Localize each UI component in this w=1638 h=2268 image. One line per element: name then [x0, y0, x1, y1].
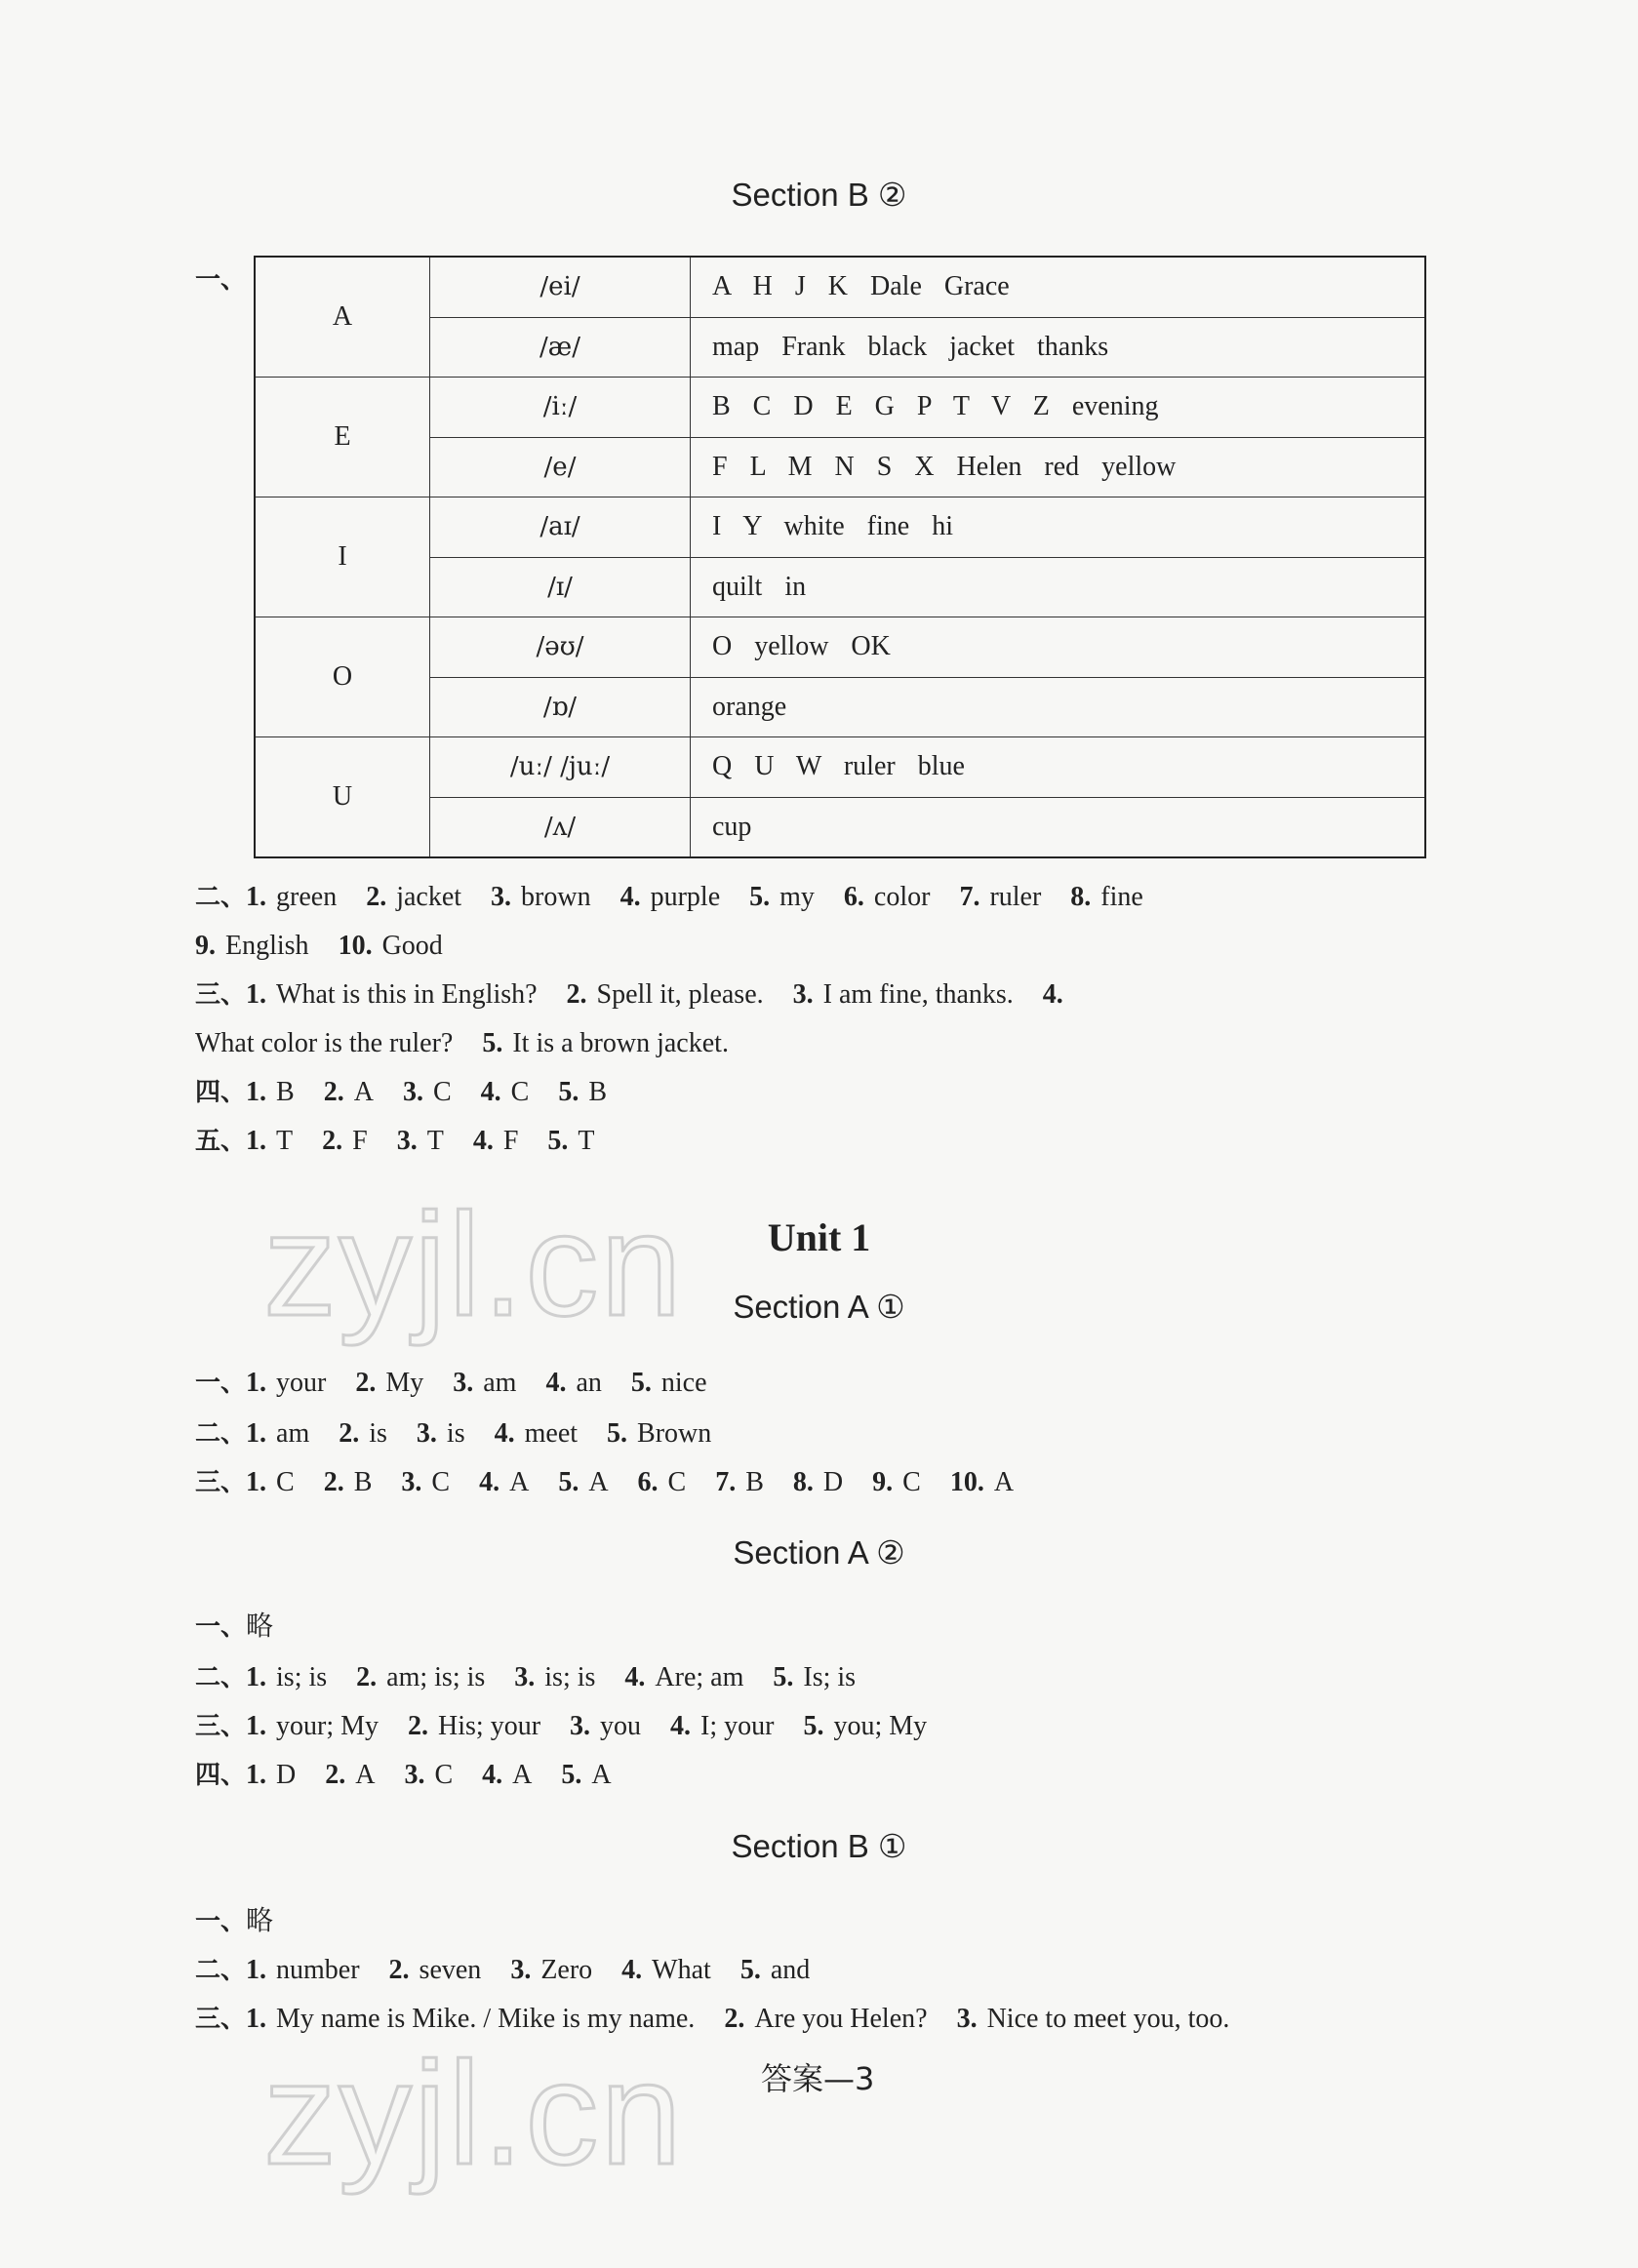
- part-five-marker: 五、: [195, 1127, 247, 1156]
- table-row: [255, 617, 1425, 678]
- answer: your: [276, 1368, 327, 1398]
- part-two-marker: 二、: [195, 883, 247, 912]
- b2-part-two-line2: 9. English 10. Good: [195, 931, 443, 961]
- answer: ruler: [989, 882, 1042, 912]
- part-four-marker: 四、: [195, 1078, 247, 1107]
- a2-part-three: 三、1. your; My 2. His; your 3. you 4. I; your 5. you; My: [195, 1711, 928, 1741]
- answer: What: [652, 1955, 711, 1985]
- answer: seven: [419, 1955, 482, 1985]
- part-two-marker: 二、: [195, 1956, 247, 1985]
- table-row: [255, 557, 1425, 617]
- b1-part-three: 三、1. My name is Mike. / Mike is my name. 2. Are you Helen? 3. Nice to meet you, too.: [195, 2004, 1230, 2034]
- words-cell: A H J K Dale Grace: [691, 257, 1426, 317]
- answer: A: [993, 1467, 1015, 1497]
- answer: B: [745, 1467, 764, 1497]
- answer: T: [426, 1126, 444, 1156]
- part-two-marker: 二、: [195, 1419, 247, 1449]
- b2-part-two-line1: 二、1. green 2. jacket 3. brown 4. purple 5. my 6. color 7. ruler 8. fine: [195, 882, 1143, 912]
- part-three-marker: 三、: [195, 980, 247, 1010]
- answer: Are you Helen?: [754, 2004, 928, 2034]
- part-three-marker: 三、: [195, 1712, 247, 1741]
- table-row: [255, 497, 1425, 558]
- table-row: [255, 437, 1425, 497]
- answer: is; is: [276, 1662, 328, 1692]
- table-row: [255, 378, 1425, 438]
- letter-cell: O: [255, 617, 430, 737]
- answer: fine: [1100, 882, 1143, 912]
- words-cell: map Frank black jacket thanks: [691, 317, 1426, 378]
- answer: A: [588, 1467, 609, 1497]
- a2-part-one: [195, 1608, 273, 1647]
- answer: nice: [660, 1368, 707, 1398]
- answer: A: [512, 1760, 533, 1790]
- answer: Good: [381, 931, 443, 961]
- part-three-marker: 三、: [195, 2005, 247, 2034]
- answer: C: [434, 1760, 454, 1790]
- sound-cell: /aɪ/: [430, 497, 691, 558]
- answer: B: [353, 1467, 373, 1497]
- answer: green: [276, 882, 338, 912]
- answer: D: [276, 1760, 297, 1790]
- answer: C: [276, 1467, 295, 1497]
- answer: 略: [246, 1611, 274, 1642]
- a1-part-two: 二、1. am 2. is 3. is 4. meet 5. Brown: [195, 1418, 712, 1449]
- table-row: [255, 677, 1425, 737]
- sound-cell: /ei/: [430, 257, 691, 317]
- answer: 略: [246, 1906, 274, 1936]
- a1-part-one: 一、1. your 2. My 3. am 4. an 5. nice: [195, 1368, 707, 1398]
- watermark-logo: zyjl.cn: [263, 2031, 684, 2195]
- answer: am: [483, 1368, 517, 1398]
- answer: you: [600, 1711, 642, 1741]
- table-row: [255, 317, 1425, 378]
- part-one-marker: 一、: [195, 1612, 247, 1642]
- b1-part-one: [195, 1902, 273, 1941]
- a2-part-four: 四、1. D 2. A 3. C 4. A 5. A: [195, 1760, 612, 1790]
- unit-title: Unit 1: [767, 1215, 871, 1259]
- part-three-marker: 三、: [195, 1468, 247, 1497]
- letter-cell: A: [255, 257, 430, 378]
- sound-cell: /ɒ/: [430, 677, 691, 737]
- answer: B: [588, 1077, 607, 1107]
- answer: A: [355, 1760, 376, 1790]
- answer: an: [576, 1368, 602, 1398]
- words-cell: I Y white fine hi: [691, 497, 1426, 558]
- answer: T: [276, 1126, 294, 1156]
- a1-part-three: 三、1. C 2. B 3. C 4. A 5. A 6. C 7. B 8. D 9. C 10. A: [195, 1467, 1015, 1497]
- part-one-marker: 一、: [195, 1907, 247, 1936]
- sound-cell: /uː/ /juː/: [430, 737, 691, 798]
- table-row: [255, 737, 1425, 798]
- answer: C: [432, 1077, 452, 1107]
- answer: Spell it, please.: [596, 979, 764, 1010]
- answer: D: [822, 1467, 844, 1497]
- sound-cell: /ʌ/: [430, 797, 691, 857]
- table-row: [255, 257, 1425, 317]
- sound-cell: /iː/: [430, 378, 691, 438]
- section-b2-title: Section B ②: [731, 177, 907, 213]
- sound-cell: /əʊ/: [430, 617, 691, 678]
- answer: English: [225, 931, 309, 961]
- answer: My name is Mike. / Mike is my name.: [276, 2004, 696, 2034]
- answer: purple: [650, 882, 721, 912]
- answer: I am fine, thanks.: [822, 979, 1014, 1010]
- sound-cell: /æ/: [430, 317, 691, 378]
- answer: C: [667, 1467, 687, 1497]
- answer: is: [369, 1418, 387, 1449]
- answer: meet: [524, 1418, 579, 1449]
- sound-cell: /ɪ/: [430, 557, 691, 617]
- answer: your; My: [276, 1711, 380, 1741]
- answer: Nice to meet you, too.: [986, 2004, 1230, 2034]
- answer: F: [502, 1126, 519, 1156]
- answer: am: [276, 1418, 310, 1449]
- answer: His; your: [438, 1711, 541, 1741]
- answer: Zero: [540, 1955, 593, 1985]
- b2-part-five: 五、1. T 2. F 3. T 4. F 5. T: [195, 1126, 595, 1156]
- letter-cell: U: [255, 737, 430, 858]
- section-a1-title: Section A ①: [733, 1289, 905, 1325]
- answer: Brown: [637, 1418, 712, 1449]
- answer: A: [509, 1467, 530, 1497]
- answer: T: [578, 1126, 595, 1156]
- answer: my: [779, 882, 815, 912]
- page-number: 答案—3: [761, 2060, 875, 2097]
- part-two-marker: 二、: [195, 1663, 247, 1692]
- b2-part-three-line2: What color is the ruler? 5. It is a brown jacket.: [195, 1028, 729, 1058]
- answer: is: [446, 1418, 465, 1449]
- answer: C: [902, 1467, 921, 1497]
- words-cell: B C D E G P T V Z evening: [691, 378, 1426, 438]
- answer: Is; is: [803, 1662, 857, 1692]
- words-cell: cup: [691, 797, 1426, 857]
- answer: A: [591, 1760, 612, 1790]
- answer: and: [770, 1955, 811, 1985]
- answer: I; your: [700, 1711, 775, 1741]
- answer: C: [510, 1077, 530, 1107]
- answer: B: [276, 1077, 295, 1107]
- b1-part-two: 二、1. number 2. seven 3. Zero 4. What 5. and: [195, 1955, 811, 1985]
- words-cell: orange: [691, 677, 1426, 737]
- b2-part-four: 四、1. B 2. A 3. C 4. C 5. B: [195, 1077, 607, 1107]
- table-row: [255, 797, 1425, 857]
- section-b1-title: Section B ①: [731, 1828, 907, 1864]
- answer: It is a brown jacket.: [512, 1028, 729, 1058]
- section-a2-title: Section A ②: [733, 1534, 905, 1571]
- answer: number: [276, 1955, 360, 1985]
- part-one-marker: 一、: [195, 265, 247, 295]
- answer: What is this in English?: [276, 979, 538, 1010]
- words-cell: F L M N S X Helen red yellow: [691, 437, 1426, 497]
- words-cell: Q U W ruler blue: [691, 737, 1426, 798]
- answer: C: [431, 1467, 451, 1497]
- words-cell: quilt in: [691, 557, 1426, 617]
- b2-part-three-line1: 三、1. What is this in English? 2. Spell it, please. 3. I am fine, thanks. 4.: [195, 979, 1063, 1010]
- answer: am; is; is: [386, 1662, 486, 1692]
- answer: is; is: [544, 1662, 596, 1692]
- answer: A: [353, 1077, 374, 1107]
- letter-cell: I: [255, 497, 430, 617]
- watermark-logo: zyjl.cn: [263, 1182, 684, 1346]
- answer: F: [352, 1126, 368, 1156]
- answer: color: [873, 882, 931, 912]
- answer: brown: [521, 882, 591, 912]
- letter-cell: E: [255, 378, 430, 497]
- part-four-marker: 四、: [195, 1761, 247, 1790]
- phonics-table: [254, 256, 1426, 858]
- answer: My: [385, 1368, 424, 1398]
- answer: you; My: [833, 1711, 928, 1741]
- answer: jacket: [396, 882, 462, 912]
- words-cell: O yellow OK: [691, 617, 1426, 678]
- part-one-marker: 一、: [195, 1369, 247, 1398]
- answer: What color is the ruler?: [195, 1028, 454, 1058]
- answer: Are; am: [655, 1662, 744, 1692]
- sound-cell: /e/: [430, 437, 691, 497]
- a2-part-two: 二、1. is; is 2. am; is; is 3. is; is 4. Are; am 5. Is; is: [195, 1662, 857, 1692]
